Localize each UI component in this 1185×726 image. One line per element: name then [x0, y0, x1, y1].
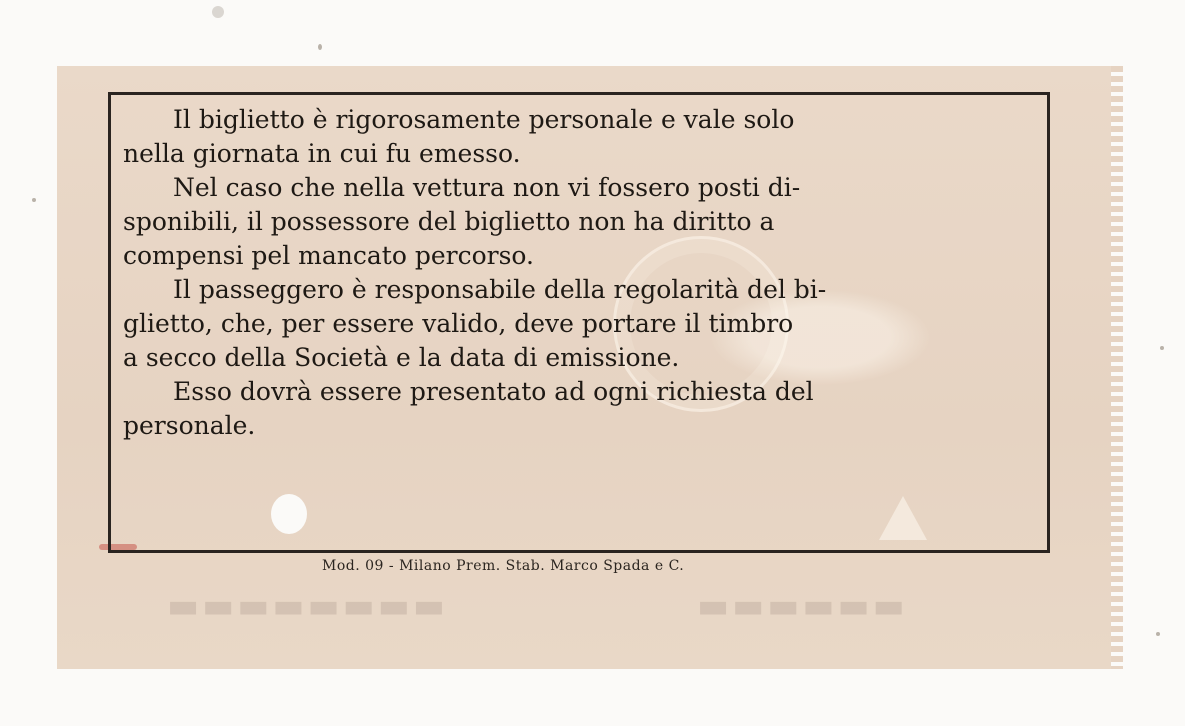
paper-speck [1156, 632, 1160, 636]
printer-footer: Mod. 09 - Milano Prem. Stab. Marco Spada e C. [322, 558, 685, 574]
conditions-box [108, 92, 1050, 553]
paper-speck [32, 198, 36, 202]
text-line: Il passeggero è responsabile della regolarità del bi- [173, 275, 827, 304]
text-line: Il biglietto è rigorosamente personale e vale solo [173, 105, 795, 134]
text-line: Esso dovrà essere presentato ad ogni richiesta del [173, 377, 814, 406]
paper-speck [212, 6, 224, 18]
bleed-through-text: ▬▬▬▬▬▬ [697, 586, 908, 626]
paragraph-seating [111, 171, 1047, 273]
perforated-edge [1111, 66, 1123, 669]
ticket-card [57, 66, 1117, 669]
paper-speck [1160, 346, 1164, 350]
text-line: Nel caso che nella vettura non vi fossero posti di- [173, 173, 801, 202]
text-line: compensi pel mancato percorso. [123, 241, 534, 270]
text-line: a secco della Società e la data di emissione. [123, 343, 680, 372]
bleed-through-text: ▬▬▬▬▬▬▬▬ [167, 586, 448, 626]
text-line: glietto, che, per essere valido, deve portare il timbro [123, 309, 794, 338]
paper-speck [318, 44, 322, 50]
paragraph-responsibility [111, 273, 1047, 375]
text-line: nella giornata in cui fu emesso. [123, 139, 521, 168]
text-line: personale. [123, 411, 256, 440]
paragraph-presentation [111, 375, 1047, 443]
paragraph-validity [111, 103, 1047, 171]
text-line: sponibili, il possessore del biglietto non ha diritto a [123, 207, 775, 236]
punch-hole [271, 494, 307, 534]
